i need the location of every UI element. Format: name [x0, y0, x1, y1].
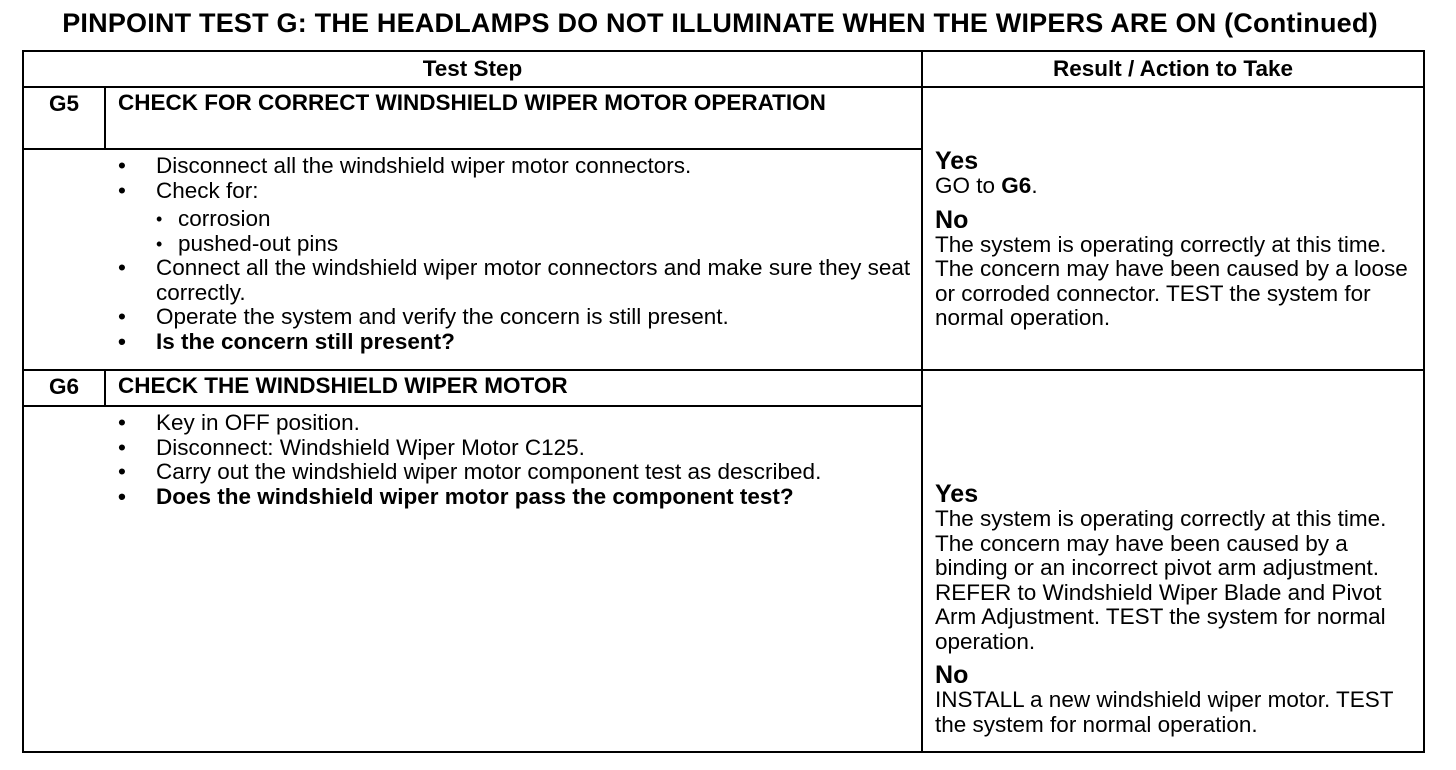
g6-yes-text: The system is operating correctly at this time. The concern may have been caused by a binding or an incorrect pivot arm adjustment. REFER to Windshield Wiper Blade and Pivot Arm Adjustment. TEST the system for normal operation.	[935, 506, 1387, 654]
g6-step-list	[24, 411, 911, 509]
g5-check-item-1: • corrosion	[156, 207, 911, 232]
test-step-header: Test Step	[23, 51, 922, 87]
page-title: PINPOINT TEST G: THE HEADLAMPS DO NOT ILLUMINATE WHEN THE WIPERS ARE ON (Continued)	[62, 8, 1378, 38]
g6-step-title: CHECK THE WINDSHIELD WIPER MOTOR	[105, 370, 922, 406]
g5-result-cell	[922, 87, 1424, 370]
g5-step-number: G5	[23, 87, 105, 149]
g6-no-label: No	[935, 661, 969, 689]
g5-no-label: No	[935, 205, 969, 234]
g5-yes-ref: G6	[1001, 173, 1032, 199]
g5-step-2	[24, 179, 911, 257]
g5-step-2-text: Check for:	[156, 177, 259, 203]
g5-question: • Is the concern still present?	[24, 330, 911, 355]
header-row	[23, 51, 1424, 87]
g6-result-cell	[922, 370, 1424, 752]
g6-step-number: G6	[23, 370, 105, 406]
g6-no-text: INSTALL a new windshield wiper motor. TEST the system for normal operation.	[935, 687, 1394, 737]
result-header: Result / Action to Take	[922, 51, 1424, 87]
g6-yes-label: Yes	[935, 480, 979, 508]
g6-step-1: • Key in OFF position.	[24, 411, 911, 436]
g5-step-list	[24, 154, 911, 354]
g5-yes-suffix: .	[1031, 173, 1038, 199]
g5-step-4: • Operate the system and verify the concern is still present.	[24, 305, 911, 330]
g5-step-1: • Disconnect all the windshield wiper motor connectors.	[24, 154, 911, 179]
test-table	[22, 50, 1425, 753]
g6-question: • Does the windshield wiper motor pass the component test?	[24, 485, 911, 510]
pinpoint-test-table	[22, 50, 1423, 753]
g6-steps-cell	[23, 406, 922, 752]
g5-step-3: • Connect all the windshield wiper motor connectors and make sure they seat correctly.	[24, 256, 911, 305]
g6-step-3: • Carry out the windshield wiper motor component test as described.	[24, 460, 911, 485]
g5-check-item-2: • pushed-out pins	[156, 232, 911, 257]
g5-yes-text	[935, 174, 1413, 199]
g5-steps-cell	[23, 149, 922, 370]
g5-no-text: The system is operating correctly at this time. The concern may have been caused by a loose or corroded connector. TEST the system for normal operation.	[935, 231, 1408, 331]
g5-title-row	[23, 87, 1424, 149]
g5-yes-label: Yes	[935, 147, 979, 176]
g6-step-2: • Disconnect: Windshield Wiper Motor C125.	[24, 436, 911, 461]
g5-check-list	[156, 207, 911, 256]
g6-title-row	[23, 370, 1424, 406]
g5-yes-prefix: GO to	[935, 173, 1002, 199]
g5-step-title: CHECK FOR CORRECT WINDSHIELD WIPER MOTOR OPERATION	[105, 87, 922, 149]
